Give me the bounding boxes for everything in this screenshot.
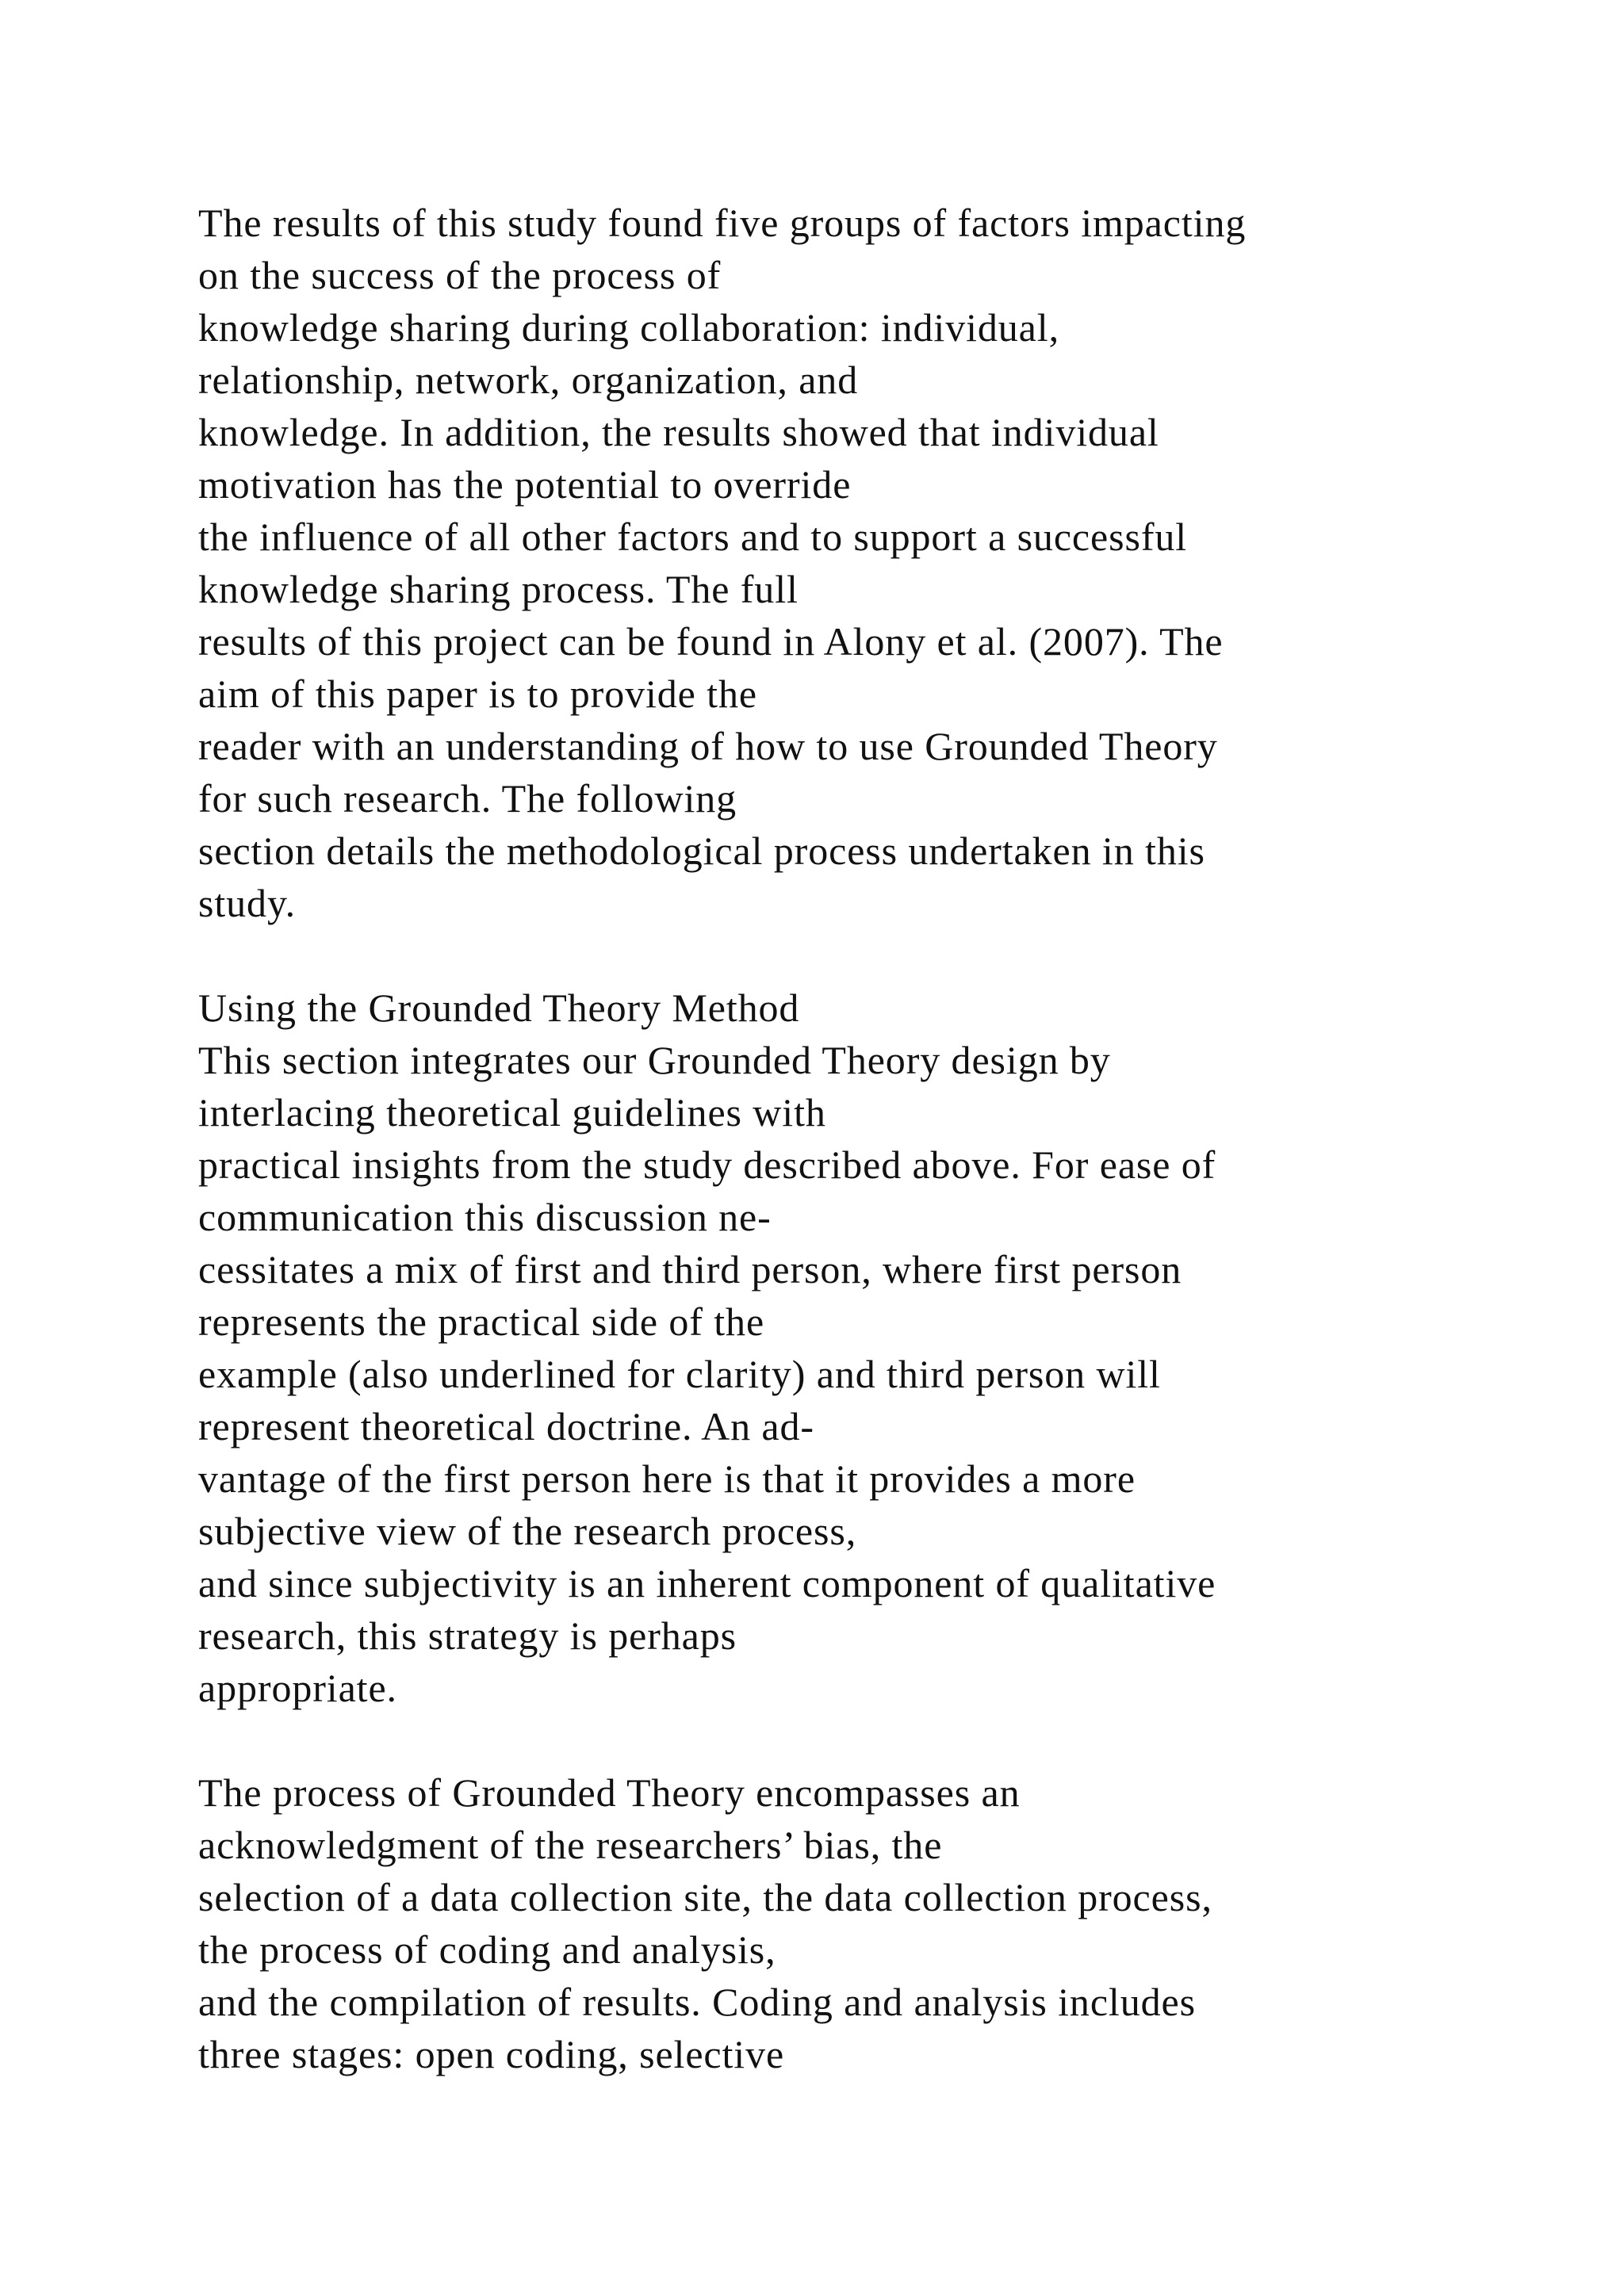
text-line: knowledge sharing during collaboration: individual,: [198, 305, 1059, 350]
paragraph-grounded-theory-method: [198, 982, 1594, 1714]
text-line: practical insights from the study described above. For ease of: [198, 1142, 1216, 1187]
text-line: The process of Grounded Theory encompasses an: [198, 1770, 1021, 1815]
text-line: section details the methodological process undertaken in this: [198, 828, 1205, 873]
text-line: represents the practical side of the: [198, 1299, 765, 1344]
text-line: motivation has the potential to override: [198, 462, 852, 507]
text-line: This section integrates our Grounded Theory design by: [198, 1038, 1111, 1082]
text-line: the influence of all other factors and to support a successful: [198, 515, 1188, 559]
text-line: selection of a data collection site, the data collection process,: [198, 1875, 1212, 1919]
text-line: interlacing theoretical guidelines with: [198, 1090, 826, 1135]
text-line: vantage of the first person here is that it provides a more: [198, 1456, 1136, 1501]
document-body: [198, 197, 1594, 2080]
text-line: and since subjectivity is an inherent component of qualitative: [198, 1561, 1216, 1605]
text-line: reader with an understanding of how to use Grounded Theory: [198, 724, 1218, 768]
text-line: relationship, network, organization, and: [198, 358, 859, 402]
text-line: cessitates a mix of first and third person, where first person: [198, 1247, 1182, 1292]
text-line: on the success of the process of: [198, 253, 722, 297]
text-line: subjective view of the research process,: [198, 1509, 857, 1553]
text-line: three stages: open coding, selective: [198, 2032, 785, 2076]
section-heading: Using the Grounded Theory Method: [198, 985, 800, 1030]
text-line: aim of this paper is to provide the: [198, 672, 757, 716]
paragraph-spacer: [198, 929, 1594, 982]
text-line: knowledge. In addition, the results showed that individual: [198, 410, 1159, 454]
text-line: knowledge sharing process. The full: [198, 567, 799, 611]
text-line: for such research. The following: [198, 776, 737, 821]
text-line: and the compilation of results. Coding and analysis includes: [198, 1980, 1196, 2024]
paragraph-spacer: [198, 1714, 1594, 1766]
paragraph-results: [198, 197, 1594, 929]
text-line: the process of coding and analysis,: [198, 1927, 776, 1972]
text-line: study.: [198, 881, 297, 925]
text-line: appropriate.: [198, 1666, 397, 1710]
paragraph-process: [198, 1766, 1594, 2080]
text-line: communication this discussion ne-: [198, 1195, 772, 1239]
text-line: acknowledgment of the researchers’ bias, the: [198, 1823, 943, 1867]
text-line: example (also underlined for clarity) and third person will: [198, 1352, 1161, 1396]
text-line: results of this project can be found in Alony et al. (2007). The: [198, 619, 1224, 664]
text-line: research, this strategy is perhaps: [198, 1613, 737, 1658]
text-line: The results of this study found five groups of factors impacting: [198, 201, 1247, 245]
text-line: represent theoretical doctrine. An ad-: [198, 1404, 814, 1448]
